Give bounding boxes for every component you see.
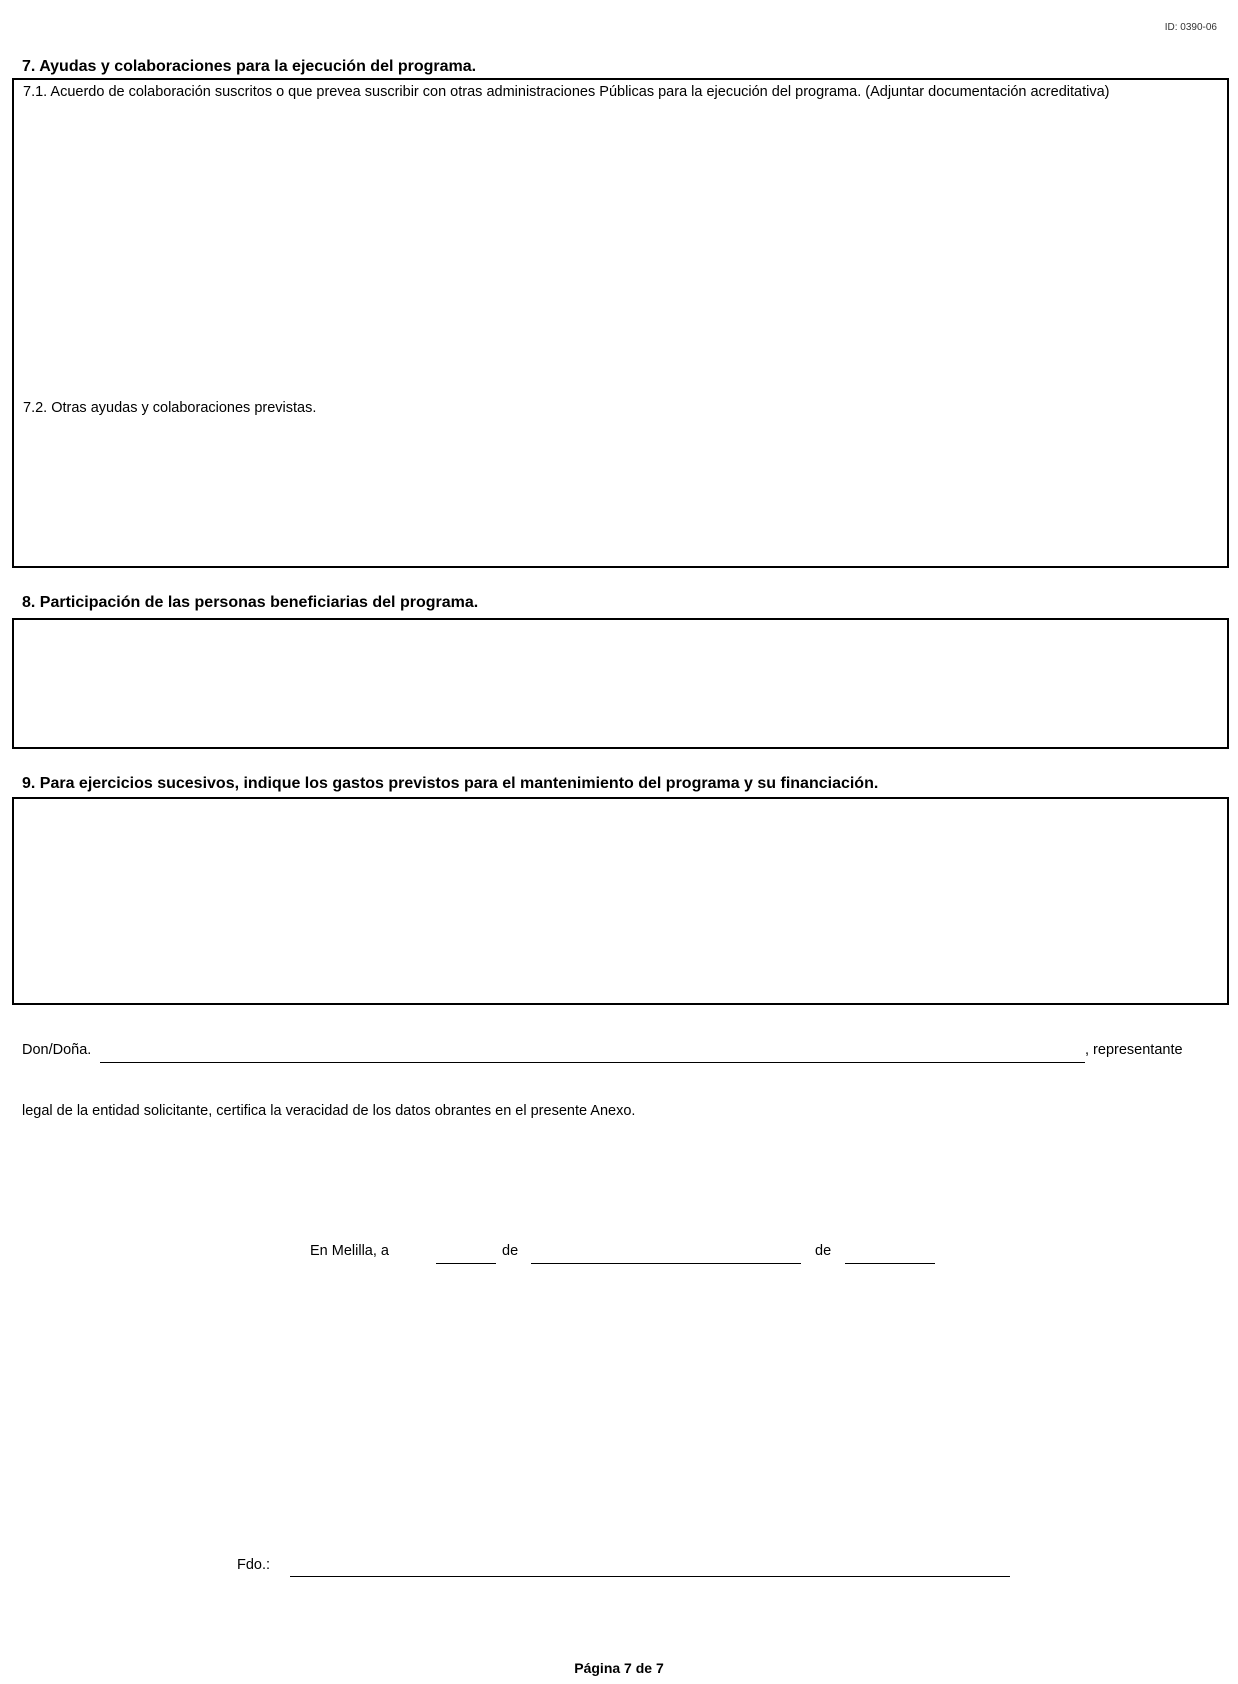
signature-label: Fdo.: (237, 1557, 271, 1573)
section-8-box[interactable] (12, 618, 1229, 749)
section-7-box[interactable] (12, 78, 1229, 568)
name-blank-line[interactable] (100, 1062, 1085, 1063)
certification-suffix: , representante (1085, 1042, 1183, 1058)
section-9-box[interactable] (12, 797, 1229, 1005)
signature-blank-line[interactable] (290, 1576, 1010, 1577)
certification-prefix: Don/Doña. (22, 1042, 92, 1058)
section-9-title: 9. Para ejercicios sucesivos, indique los gastos previstos para el mantenimiento del programa y su financiación. (22, 775, 879, 792)
certification-line-2: legal de la entidad solicitante, certifica la veracidad de los datos obrantes en el presente Anexo. (22, 1103, 636, 1119)
section-7-2-label: 7.2. Otras ayudas y colaboraciones previstas. (23, 400, 317, 416)
year-blank-line[interactable] (845, 1263, 935, 1264)
date-place: En Melilla, a (310, 1243, 389, 1259)
section-7-1-label: 7.1. Acuerdo de colaboración suscritos o que prevea suscribir con otras administraciones Públicas para la ejecución del programa. (Adjuntar documentación acreditativa) (23, 84, 1110, 100)
date-de-2: de (815, 1243, 832, 1259)
section-8-title: 8. Participación de las personas beneficiarias del programa. (22, 594, 479, 611)
section-7-title: 7. Ayudas y colaboraciones para la ejecución del programa. (22, 58, 477, 75)
page-number: Página 7 de 7 (574, 1660, 664, 1676)
day-blank-line[interactable] (436, 1263, 496, 1264)
month-blank-line[interactable] (531, 1263, 801, 1264)
date-de-1: de (502, 1243, 519, 1259)
document-id: ID: 0390-06 (1164, 22, 1217, 33)
